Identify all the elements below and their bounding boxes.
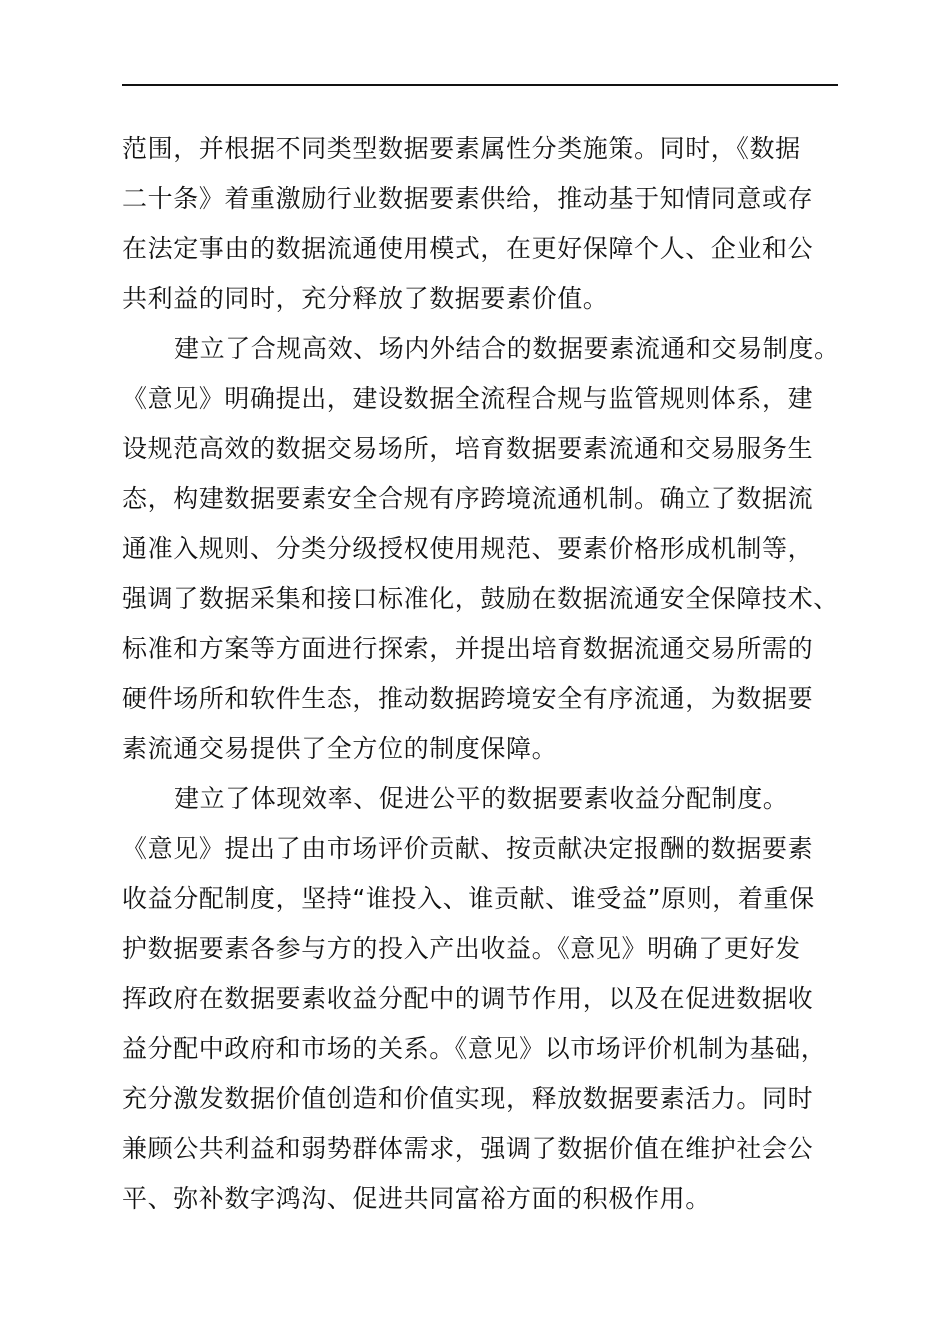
text-line: 益分配中政府和市场的关系。《意见》以市场评价机制为基础，: [122, 1034, 827, 1063]
text-line: 护数据要素各参与方的投入产出收益。《意见》明确了更好发: [122, 934, 801, 963]
text-line: 设规范高效的数据交易场所，培育数据要素流通和交易服务生: [122, 434, 814, 463]
text-line: 收益分配制度，坚持“谁投入、谁贡献、谁受益”原则，着重保: [122, 884, 815, 913]
text-line: 共利益的同时，充分释放了数据要素价值。: [122, 284, 609, 313]
text-line: 强调了数据采集和接口标准化，鼓励在数据流通安全保障技术、: [122, 584, 839, 613]
text-line: 二十条》着重激励行业数据要素供给，推动基于知情同意或存: [122, 184, 814, 213]
document-body: [122, 124, 838, 1224]
text-line: 范围，并根据不同类型数据要素属性分类施策。同时，《数据: [122, 134, 801, 163]
text-line: 通准入规则、分类分级授权使用规范、要素价格形成机制等，: [122, 534, 814, 563]
text-line: 《意见》提出了由市场评价贡献、按贡献决定报酬的数据要素: [122, 834, 814, 863]
header-rule: [122, 84, 838, 86]
paragraph-2: [122, 324, 838, 774]
paragraph-1: [122, 124, 838, 324]
text-line: 硬件场所和软件生态，推动数据跨境安全有序流通，为数据要: [122, 684, 814, 713]
text-line: 《意见》明确提出，建设数据全流程合规与监管规则体系，建: [122, 384, 814, 413]
text-line: 挥政府在数据要素收益分配中的调节作用，以及在促进数据收: [122, 984, 814, 1013]
text-line: 建立了体现效率、促进公平的数据要素收益分配制度。: [174, 784, 789, 813]
text-line: 平、弥补数字鸿沟、促进共同富裕方面的积极作用。: [122, 1184, 711, 1213]
text-line: 建立了合规高效、场内外结合的数据要素流通和交易制度。: [174, 334, 840, 363]
text-line: 态，构建数据要素安全合规有序跨境流通机制。确立了数据流: [122, 484, 814, 513]
paragraph-3: [122, 774, 838, 1224]
text-line: 标准和方案等方面进行探索，并提出培育数据流通交易所需的: [122, 634, 814, 663]
text-line: 兼顾公共利益和弱势群体需求，强调了数据价值在维护社会公: [122, 1134, 814, 1163]
text-line: 在法定事由的数据流通使用模式，在更好保障个人、企业和公: [122, 234, 814, 263]
text-line: 素流通交易提供了全方位的制度保障。: [122, 734, 558, 763]
text-line: 充分激发数据价值创造和价值实现，释放数据要素活力。同时: [122, 1084, 814, 1113]
